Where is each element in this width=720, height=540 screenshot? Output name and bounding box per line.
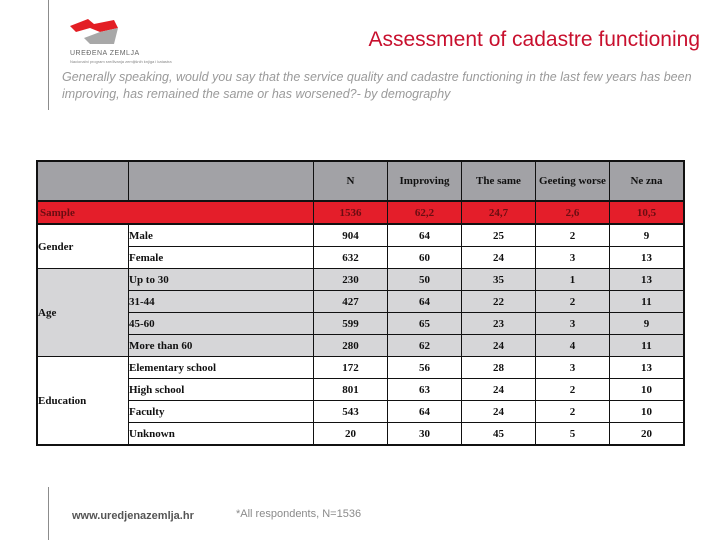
cell: 25 [462,224,536,247]
row-label: More than 60 [129,335,314,357]
cell: 24,7 [462,201,536,224]
cell: 11 [610,335,685,357]
cell: 24 [462,335,536,357]
cell: 23 [462,313,536,335]
sample-label: Sample [37,201,314,224]
cell: 11 [610,291,685,313]
cell: 1 [536,269,610,291]
cell: 9 [610,224,685,247]
header-improving: Improving [388,161,462,201]
table-row [37,335,684,357]
cell: 543 [314,401,388,423]
row-label: Up to 30 [129,269,314,291]
table-row [37,269,684,291]
cell: 10,5 [610,201,685,224]
logo-mark-icon [70,16,140,48]
table-row [37,401,684,423]
footer-note: *All respondents, N=1536 [236,508,362,520]
sample-row [37,201,684,224]
cell: 60 [388,247,462,269]
table-row [37,313,684,335]
header-n: N [314,161,388,201]
cell: 2 [536,401,610,423]
cell: 20 [314,423,388,446]
cell: 801 [314,379,388,401]
cell: 62 [388,335,462,357]
cell: 5 [536,423,610,446]
cell: 13 [610,357,685,379]
cell: 30 [388,423,462,446]
cell: 13 [610,269,685,291]
row-label: 31-44 [129,291,314,313]
cell: 24 [462,247,536,269]
table-header-row [37,161,684,201]
table-row [37,247,684,269]
group-label-age: Age [37,269,129,357]
header-getting-worse: Geeting worse [536,161,610,201]
group-label-gender: Gender [37,224,129,269]
cell: 2,6 [536,201,610,224]
cell: 172 [314,357,388,379]
cell: 2 [536,379,610,401]
cell: 3 [536,357,610,379]
table-row [37,379,684,401]
cell: 599 [314,313,388,335]
row-label: 45-60 [129,313,314,335]
demography-table [36,160,685,446]
row-label: Elementary school [129,357,314,379]
cell: 22 [462,291,536,313]
row-label: Faculty [129,401,314,423]
cell: 24 [462,379,536,401]
table-row [37,357,684,379]
cell: 3 [536,247,610,269]
cell: 230 [314,269,388,291]
footer-website-link[interactable]: www.uredjenazemlja.hr [72,510,194,522]
cell: 10 [610,401,685,423]
cell: 62,2 [388,201,462,224]
cell: 28 [462,357,536,379]
page-subtitle: Generally speaking, would you say that the service quality and cadastre functioning in the last few years has been improving, has remained the same or has worsened?- by demography [62,70,692,101]
header-the-same: The same [462,161,536,201]
table-row [37,423,684,446]
cell: 65 [388,313,462,335]
logo-tagline: Nacionalni program sređivanja zemljišnih knjiga i katastra [70,59,172,64]
cell: 64 [388,401,462,423]
cell: 10 [610,379,685,401]
cell: 9 [610,313,685,335]
table-row [37,291,684,313]
cell: 4 [536,335,610,357]
cell: 24 [462,401,536,423]
cell: 20 [610,423,685,446]
header-ne-zna: Ne zna [610,161,685,201]
decorative-vertical-line [48,0,49,110]
cell: 2 [536,291,610,313]
decorative-vertical-line [48,487,49,540]
cell: 35 [462,269,536,291]
cell: 64 [388,291,462,313]
cell: 280 [314,335,388,357]
row-label: Female [129,247,314,269]
cell: 427 [314,291,388,313]
header-blank [37,161,129,201]
cell: 3 [536,313,610,335]
page-title: Assessment of cadastre functioning [368,28,700,51]
row-label: Male [129,224,314,247]
cell: 632 [314,247,388,269]
cell: 56 [388,357,462,379]
cell: 45 [462,423,536,446]
cell: 1536 [314,201,388,224]
cell: 904 [314,224,388,247]
cell: 2 [536,224,610,247]
cell: 50 [388,269,462,291]
header-blank [129,161,314,201]
row-label: High school [129,379,314,401]
logo [70,16,220,64]
logo-name: UREĐENA ZEMLJA [70,50,140,57]
cell: 63 [388,379,462,401]
group-label-education: Education [37,357,129,446]
table-row [37,224,684,247]
row-label: Unknown [129,423,314,446]
cell: 64 [388,224,462,247]
cell: 13 [610,247,685,269]
